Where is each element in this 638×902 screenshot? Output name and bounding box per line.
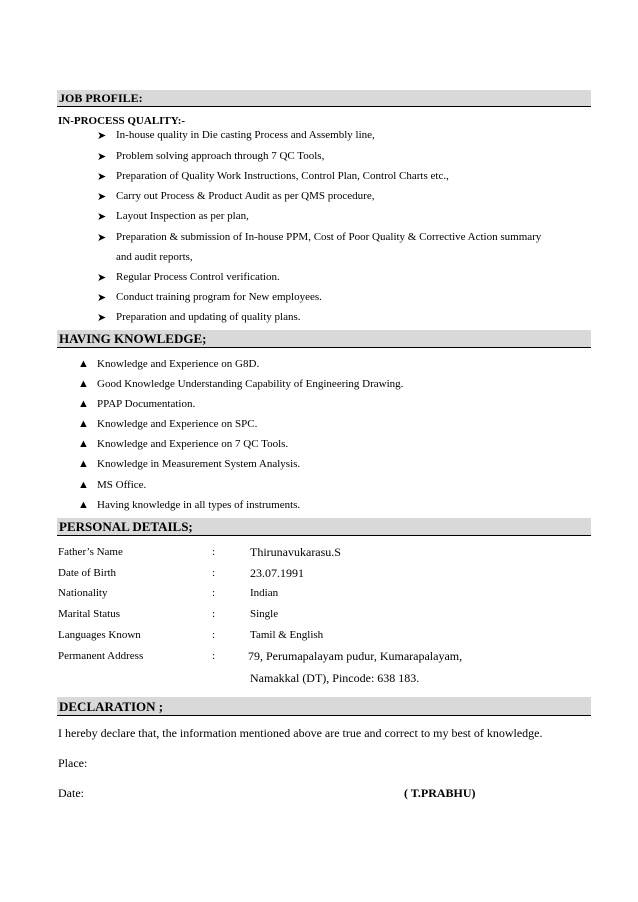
knowledge-item: MS Office. <box>97 479 147 491</box>
caret-bullet-icon: ▲ <box>78 479 89 491</box>
detail-value: Indian <box>250 587 279 599</box>
detail-label: Languages Known <box>58 629 141 641</box>
detail-value: 79, Perumapalayam pudur, Kumarapalayam, <box>248 649 463 663</box>
detail-separator: : <box>212 546 216 558</box>
caret-bullet-icon: ▲ <box>78 358 89 370</box>
arrow-bullet-icon: ➤ <box>97 292 107 304</box>
knowledge-item: PPAP Documentation. <box>97 398 196 410</box>
job-item: Regular Process Control verification. <box>116 271 280 283</box>
caret-bullet-icon: ▲ <box>78 378 89 390</box>
detail-separator: : <box>212 567 216 579</box>
job-item: Preparation of Quality Work Instructions, Control Plan, Control Charts etc., <box>116 170 449 182</box>
knowledge-item: Knowledge and Experience on 7 QC Tools. <box>97 438 289 450</box>
detail-value: Tamil & English <box>250 629 324 641</box>
knowledge-item: Knowledge and Experience on SPC. <box>97 418 258 430</box>
in-process-quality-subheading: IN-PROCESS QUALITY:- <box>58 115 186 127</box>
signature-name: ( T.PRABHU) <box>404 786 476 800</box>
job-item: Preparation & submission of In-house PPM, Cost of Poor Quality & Corrective Action summary <box>116 231 542 243</box>
detail-separator: : <box>212 587 216 599</box>
knowledge-heading: HAVING KNOWLEDGE; <box>57 330 591 348</box>
caret-bullet-icon: ▲ <box>78 418 89 430</box>
detail-value: 23.07.1991 <box>250 566 304 580</box>
arrow-bullet-icon: ➤ <box>97 211 107 223</box>
detail-label: Permanent Address <box>58 650 144 662</box>
job-profile-heading: JOB PROFILE: <box>57 90 591 107</box>
arrow-bullet-icon: ➤ <box>97 232 107 244</box>
caret-bullet-icon: ▲ <box>78 458 89 470</box>
detail-label: Marital Status <box>58 608 121 620</box>
caret-bullet-icon: ▲ <box>78 438 89 450</box>
arrow-bullet-icon: ➤ <box>97 272 107 284</box>
arrow-bullet-icon: ➤ <box>97 171 107 183</box>
knowledge-item: Good Knowledge Understanding Capability of Engineering Drawing. <box>97 378 404 390</box>
job-item: Conduct training program for New employees. <box>116 291 322 303</box>
detail-label: Nationality <box>58 587 108 599</box>
date-label: Date: <box>58 786 84 800</box>
job-item-continuation: and audit reports, <box>116 251 193 263</box>
detail-value: Thirunavukarasu.S <box>250 545 341 559</box>
declaration-heading: DECLARATION ; <box>57 697 591 716</box>
arrow-bullet-icon: ➤ <box>97 151 107 163</box>
arrow-bullet-icon: ➤ <box>97 191 107 203</box>
job-item: Problem solving approach through 7 QC Tools, <box>116 150 325 162</box>
job-item: In-house quality in Die casting Process and Assembly line, <box>116 129 375 141</box>
arrow-bullet-icon: ➤ <box>97 130 107 142</box>
caret-bullet-icon: ▲ <box>78 499 89 511</box>
detail-separator: : <box>212 629 216 641</box>
detail-value: Single <box>250 608 279 620</box>
place-label: Place: <box>58 756 88 770</box>
caret-bullet-icon: ▲ <box>78 398 89 410</box>
arrow-bullet-icon: ➤ <box>97 312 107 324</box>
detail-separator: : <box>212 650 216 662</box>
job-item: Carry out Process & Product Audit as per QMS procedure, <box>116 190 375 202</box>
detail-label: Father’s Name <box>58 546 123 558</box>
declaration-text: I hereby declare that, the information mentioned above are true and correct to my best of knowledge. <box>58 726 543 740</box>
address-line-2: Namakkal (DT), Pincode: 638 183. <box>250 671 420 685</box>
detail-separator: : <box>212 608 216 620</box>
job-item: Preparation and updating of quality plans. <box>116 311 301 323</box>
personal-details-heading: PERSONAL DETAILS; <box>57 518 591 536</box>
job-item: Layout Inspection as per plan, <box>116 210 249 222</box>
knowledge-item: Knowledge in Measurement System Analysis. <box>97 458 301 470</box>
detail-label: Date of Birth <box>58 567 117 579</box>
knowledge-item: Knowledge and Experience on G8D. <box>97 358 260 370</box>
knowledge-item: Having knowledge in all types of instruments. <box>97 499 301 511</box>
